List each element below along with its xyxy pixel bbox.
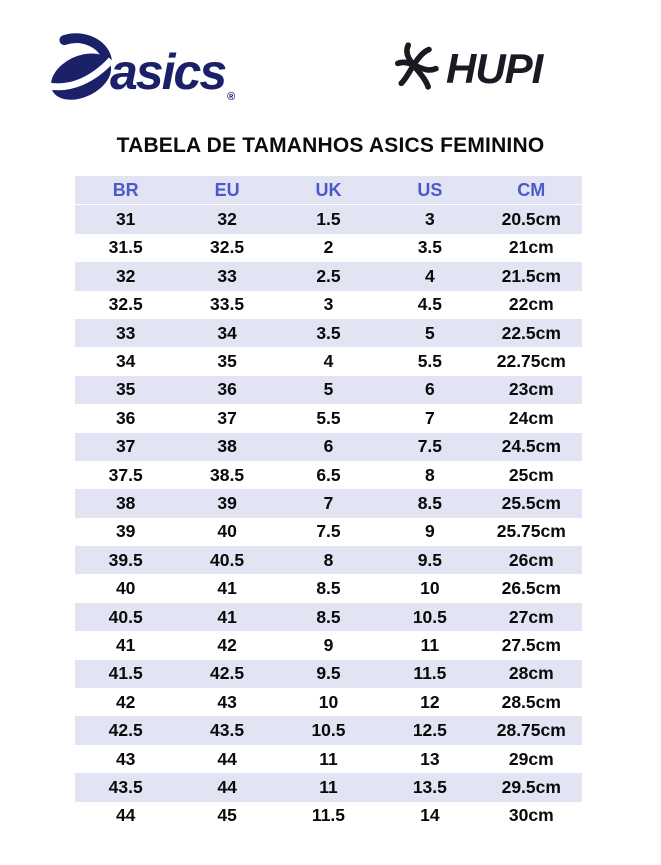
size-cell: 14 <box>420 805 440 826</box>
size-cell: 41 <box>115 634 136 655</box>
table-row <box>75 262 582 290</box>
size-table <box>75 176 582 830</box>
size-cell: 3 <box>425 209 435 230</box>
table-row <box>75 603 582 631</box>
table-row <box>75 205 582 234</box>
size-cell: 36 <box>217 379 237 400</box>
size-cell: 25.75cm <box>496 521 566 542</box>
size-cell: 25.5cm <box>501 492 561 513</box>
size-cell: 36 <box>115 407 136 428</box>
size-cell: 10.5 <box>412 606 447 627</box>
logo-row <box>0 0 661 120</box>
table-row <box>75 291 582 319</box>
table-row <box>75 688 582 716</box>
table-row <box>75 489 582 517</box>
size-cell: 30cm <box>508 805 554 826</box>
size-cell: 6 <box>323 436 334 457</box>
table-row <box>75 546 582 574</box>
size-cell: 6.5 <box>316 464 341 485</box>
size-cell: 31 <box>115 209 136 230</box>
size-cell: 38 <box>217 436 237 457</box>
size-cell: 43 <box>115 748 136 769</box>
size-cell: 8.5 <box>316 606 341 627</box>
column-header-br: BR <box>112 179 139 200</box>
size-cell: 24cm <box>508 407 554 428</box>
size-cell: 21cm <box>508 237 554 258</box>
hupi-wordmark: HUPI <box>446 44 543 92</box>
size-cell: 20.5cm <box>501 209 561 230</box>
size-cell: 43.5 <box>108 776 143 797</box>
size-cell: 9 <box>425 521 435 542</box>
size-cell: 4 <box>425 265 435 286</box>
size-cell: 33 <box>217 265 237 286</box>
size-cell: 7.5 <box>417 436 443 457</box>
size-cell: 33 <box>115 322 136 343</box>
asics-wordmark: asics <box>110 43 226 100</box>
column-header-eu: EU <box>214 179 240 200</box>
size-cell: 9 <box>323 634 334 655</box>
size-cell: 28.5cm <box>501 691 561 712</box>
table-row <box>75 234 582 262</box>
size-cell: 12.5 <box>412 720 447 741</box>
size-cell: 32 <box>115 265 136 286</box>
size-cell: 25cm <box>508 464 554 485</box>
size-cell: 40 <box>217 521 237 542</box>
size-cell: 10.5 <box>311 720 346 741</box>
table-row <box>75 518 582 546</box>
asics-registered-mark: ® <box>227 91 236 103</box>
table-row <box>75 802 582 830</box>
size-cell: 3.5 <box>417 237 443 258</box>
table-row <box>75 745 582 773</box>
size-cell: 1.5 <box>316 209 341 230</box>
size-cell: 42.5 <box>108 720 143 741</box>
size-cell: 22cm <box>508 294 554 315</box>
size-cell: 22.75cm <box>496 351 566 372</box>
size-cell: 21.5cm <box>501 265 561 286</box>
size-cell: 37 <box>115 436 136 457</box>
hupi-scribble-icon <box>390 40 442 97</box>
size-cell: 42 <box>217 634 237 655</box>
size-cell: 12 <box>420 691 440 712</box>
size-cell: 3 <box>323 294 334 315</box>
size-cell: 42 <box>115 691 136 712</box>
size-cell: 10 <box>420 578 440 599</box>
size-cell: 2 <box>323 237 334 258</box>
size-cell: 45 <box>217 805 237 826</box>
size-cell: 34 <box>217 322 237 343</box>
size-cell: 42.5 <box>210 663 245 684</box>
size-cell: 29.5cm <box>501 776 561 797</box>
size-cell: 2.5 <box>316 265 341 286</box>
size-cell: 5.5 <box>417 351 443 372</box>
size-cell: 34 <box>115 351 136 372</box>
size-cell: 26cm <box>508 549 554 570</box>
table-row <box>75 631 582 659</box>
table-row <box>75 574 582 602</box>
size-cell: 44 <box>115 805 136 826</box>
size-cell: 39 <box>217 492 237 513</box>
size-cell: 13 <box>420 748 440 769</box>
size-cell: 8.5 <box>417 492 443 513</box>
size-cell: 43.5 <box>210 720 245 741</box>
asics-logo <box>40 32 235 111</box>
table-row <box>75 404 582 432</box>
asics-swirl-icon <box>40 32 116 111</box>
size-cell: 40.5 <box>210 549 245 570</box>
size-cell: 9.5 <box>316 663 341 684</box>
size-cell: 44 <box>217 748 237 769</box>
size-cell: 23cm <box>508 379 554 400</box>
size-cell: 4 <box>323 351 334 372</box>
size-cell: 7 <box>323 492 334 513</box>
size-cell: 38.5 <box>210 464 245 485</box>
hupi-logo <box>390 40 542 97</box>
size-cell: 5.5 <box>316 407 341 428</box>
size-cell: 11 <box>319 776 338 797</box>
size-cell: 13.5 <box>412 776 447 797</box>
size-cell: 5 <box>425 322 435 343</box>
size-cell: 32.5 <box>108 294 143 315</box>
size-cell: 39.5 <box>108 549 143 570</box>
size-cell: 6 <box>425 379 435 400</box>
size-cell: 27cm <box>508 606 554 627</box>
size-cell: 35 <box>217 351 237 372</box>
column-header-cm: CM <box>517 179 546 200</box>
size-cell: 22.5cm <box>501 322 561 343</box>
size-cell: 29cm <box>508 748 554 769</box>
size-cell: 10 <box>318 691 339 712</box>
size-cell: 24.5cm <box>501 436 561 457</box>
size-cell: 26.5cm <box>501 578 561 599</box>
size-cell: 35 <box>115 379 136 400</box>
size-cell: 11.5 <box>413 663 447 684</box>
table-row <box>75 376 582 404</box>
table-row <box>75 347 582 375</box>
size-cell: 41 <box>217 606 237 627</box>
size-cell: 4.5 <box>417 294 443 315</box>
size-cell: 40 <box>115 578 136 599</box>
size-cell: 11 <box>420 634 440 655</box>
size-cell: 44 <box>217 776 237 797</box>
size-cell: 7 <box>425 407 435 428</box>
column-header-uk: UK <box>315 179 342 200</box>
table-header-row <box>75 176 582 205</box>
size-cell: 32 <box>217 209 237 230</box>
size-cell: 27.5cm <box>501 634 561 655</box>
size-cell: 37.5 <box>108 464 143 485</box>
table-row <box>75 716 582 744</box>
size-cell: 31.5 <box>108 237 143 258</box>
size-cell: 8 <box>425 464 435 485</box>
size-cell: 38 <box>115 492 136 513</box>
size-cell: 40.5 <box>108 606 143 627</box>
size-cell: 28cm <box>508 663 554 684</box>
column-header-us: US <box>417 179 443 200</box>
size-cell: 39 <box>115 521 136 542</box>
size-cell: 3.5 <box>316 322 341 343</box>
table-row <box>75 319 582 347</box>
page-title: TABELA DE TAMANHOS ASICS FEMININO <box>116 134 545 157</box>
table-row <box>75 433 582 461</box>
size-cell: 11 <box>319 748 338 769</box>
size-cell: 9.5 <box>417 549 443 570</box>
size-cell: 33.5 <box>210 294 245 315</box>
size-cell: 5 <box>323 379 334 400</box>
size-cell: 11.5 <box>311 805 346 826</box>
size-cell: 8.5 <box>316 578 341 599</box>
size-cell: 37 <box>217 407 237 428</box>
size-cell: 8 <box>323 549 334 570</box>
table-row <box>75 660 582 688</box>
size-table-body <box>75 205 582 830</box>
size-cell: 41.5 <box>108 663 143 684</box>
size-cell: 41 <box>217 578 237 599</box>
size-cell: 28.75cm <box>496 720 566 741</box>
table-row <box>75 773 582 801</box>
size-cell: 7.5 <box>316 521 341 542</box>
size-cell: 43 <box>217 691 237 712</box>
table-row <box>75 461 582 489</box>
size-cell: 32.5 <box>210 237 245 258</box>
